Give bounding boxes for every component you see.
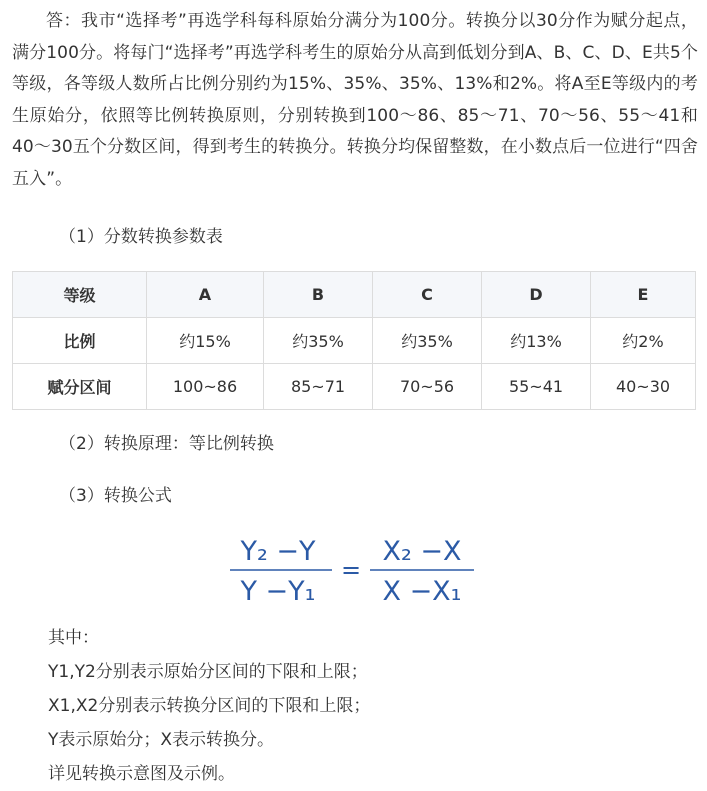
table-header-cell: D	[482, 272, 591, 318]
formula-right-denominator: X −X₁	[382, 576, 462, 607]
section-title-conversion-table: （1）分数转换参数表	[59, 227, 223, 247]
table-header-row	[13, 272, 696, 318]
section-title-conversion-principle: （2）转换原理：等比例转换	[59, 434, 274, 454]
formula-notes	[48, 621, 370, 791]
intro-paragraph: 答：我市“选择考”再选学科每科原始分满分为100分。转换分以30分作为赋分起点，满分100分。将每门“选择考”再选学科考生的原始分从高到低划分到A、B、C、D、E共5个等级，各等级人数所占比例分别约为15%、35%、35%、13%和2%。将A至E等级内的考生原始分，依照等比例转换原则，分别转换到100～86、85～71、70～56、55～41和40～30五个分数区间，得到考生的转换分。转换分均保留整数，在小数点后一位进行“四舍五入”。	[12, 11, 698, 189]
table-header-cell: 等级	[13, 272, 147, 318]
notes-line: Y表示原始分；X表示转换分。	[48, 730, 275, 750]
formula-right-numerator: X₂ −X	[382, 536, 462, 567]
formula-equals: =	[340, 556, 362, 584]
table-cell: 70~56	[373, 364, 482, 410]
notes-line: X1,X2分别表示转换分区间的下限和上限；	[48, 696, 371, 716]
table-row	[13, 364, 696, 410]
table-row-header: 赋分区间	[13, 364, 147, 410]
section-title-conversion-formula: （3）转换公式	[59, 486, 172, 506]
table-header-cell: E	[591, 272, 696, 318]
notes-line: 其中：	[48, 628, 99, 648]
formula-left-numerator: Y₂ −Y	[240, 536, 316, 567]
score-conversion-table	[12, 271, 696, 410]
table-row-header: 比例	[13, 318, 147, 364]
table-cell: 约2%	[591, 318, 696, 364]
table-cell: 约15%	[147, 318, 264, 364]
table-cell: 100~86	[147, 364, 264, 410]
table-header-cell: B	[264, 272, 373, 318]
table-cell: 55~41	[482, 364, 591, 410]
table-row	[13, 318, 696, 364]
table-cell: 约35%	[373, 318, 482, 364]
table-cell: 约35%	[264, 318, 373, 364]
table-cell: 85~71	[264, 364, 373, 410]
conversion-formula	[228, 530, 478, 610]
notes-line: 详见转换示意图及示例。	[48, 764, 235, 784]
table-header-cell: C	[373, 272, 482, 318]
formula-left-denominator: Y −Y₁	[240, 576, 316, 607]
table-cell: 40~30	[591, 364, 696, 410]
notes-line: Y1,Y2分别表示原始分区间的下限和上限；	[48, 662, 368, 682]
table-cell: 约13%	[482, 318, 591, 364]
table-header-cell: A	[147, 272, 264, 318]
